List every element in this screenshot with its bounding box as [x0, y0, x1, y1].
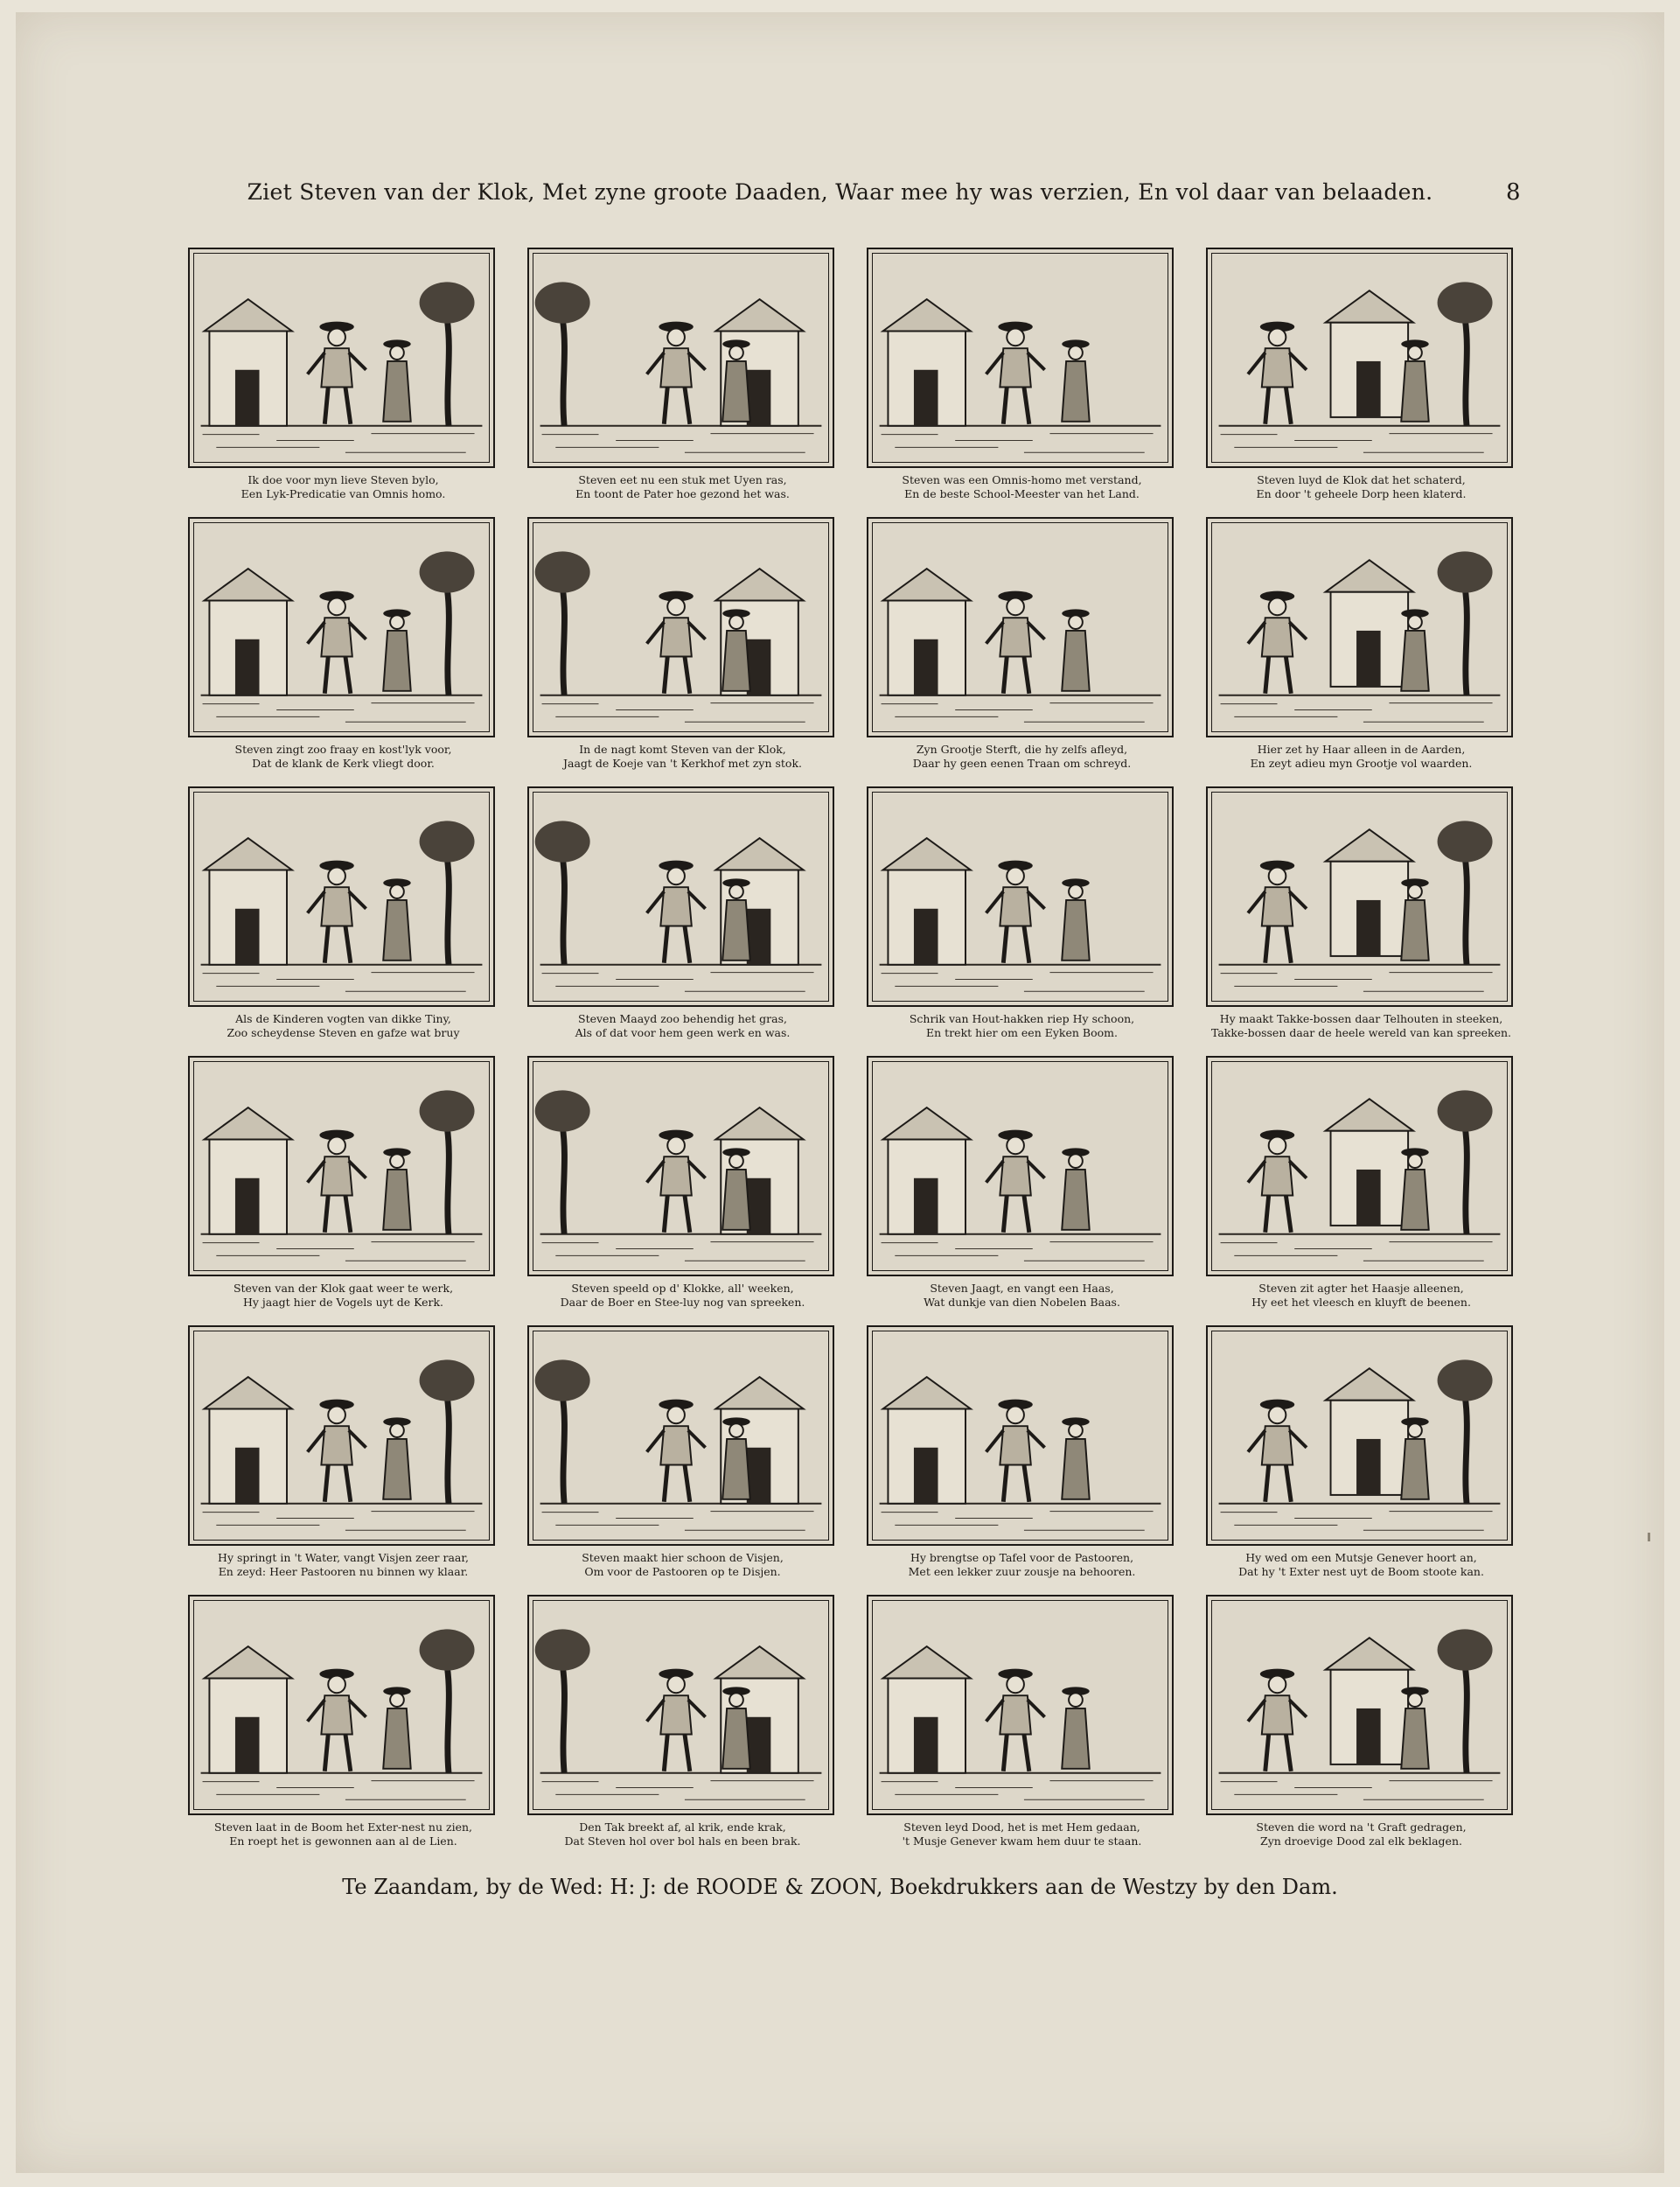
- woodcut-illustration: [527, 1325, 834, 1546]
- woodcut-illustration: [188, 517, 495, 737]
- caption-line-2: Met een lekker zuur zousje na behooren.: [908, 1565, 1136, 1578]
- woodcut-illustration: [188, 248, 495, 468]
- caption-line-2: Daar hy geen eenen Traan om schreyd.: [912, 757, 1132, 770]
- caption-line-1: Steven luyd de Klok dat het schaterd,: [1257, 473, 1466, 486]
- page-number: 8: [1506, 179, 1521, 206]
- caption-line-1: Steven Maayd zoo behendig het gras,: [578, 1012, 787, 1025]
- woodcut-panel: [527, 517, 838, 786]
- woodcut-panel: [1206, 248, 1516, 517]
- caption-line-1: Zyn Grootje Sterft, die hy zelfs afleyd,: [916, 743, 1128, 756]
- woodcut-panel: [527, 786, 838, 1056]
- woodcut-illustration: [527, 517, 834, 737]
- page-title: Ziet Steven van der Klok, Met zyne groote Daaden, Waar mee hy was verzien, En vol daar van belaaden.: [247, 179, 1433, 205]
- panel-caption: [188, 1551, 498, 1579]
- caption-line-2: Zoo scheydense Steven en gafze wat bruy: [227, 1026, 460, 1039]
- woodcut-panel: [867, 517, 1177, 786]
- caption-line-1: Steven laat in de Boom het Exter-nest nu zien,: [213, 1820, 472, 1834]
- caption-line-2: Jaagt de Koeje van 't Kerkhof met zyn stok.: [563, 757, 802, 770]
- caption-line-1: Steven speeld op d' Klokke, all' weeken,: [571, 1282, 794, 1295]
- woodcut-panel: [527, 1595, 838, 1864]
- caption-line-2: En roept het is gewonnen aan al de Lien.: [229, 1834, 457, 1848]
- panel-caption: [1206, 473, 1516, 501]
- caption-line-2: Dat de klank de Kerk vliegt door.: [252, 757, 435, 770]
- woodcut-illustration: [867, 248, 1174, 468]
- caption-line-2: Als of dat voor hem geen werk en was.: [575, 1026, 791, 1039]
- caption-line-2: Dat hy 't Exter nest uyt de Boom stoote kan.: [1238, 1565, 1484, 1578]
- woodcut-panel: [527, 1325, 838, 1595]
- caption-line-2: Een Lyk-Predicatie van Omnis homo.: [240, 487, 446, 500]
- panel-caption: [188, 1282, 498, 1310]
- woodcut-illustration: [188, 786, 495, 1007]
- woodcut-panel: [527, 248, 838, 517]
- caption-line-1: Den Tak breekt af, al krik, ende krak,: [579, 1820, 786, 1834]
- woodcut-panel: [867, 1325, 1177, 1595]
- panel-caption: [1206, 1282, 1516, 1310]
- woodcut-panel: [527, 1056, 838, 1325]
- woodcut-illustration: [1206, 248, 1513, 468]
- woodcut-illustration: [867, 1595, 1174, 1815]
- woodcut-panel: [188, 248, 498, 517]
- panel-caption: [527, 473, 838, 501]
- woodcut-panel: [1206, 517, 1516, 786]
- woodcut-illustration: [867, 517, 1174, 737]
- woodcut-illustration: [1206, 1056, 1513, 1276]
- caption-line-1: Schrik van Hout-hakken riep Hy schoon,: [909, 1012, 1135, 1025]
- caption-line-1: Hy springt in 't Water, vangt Visjen zeer raar,: [218, 1551, 469, 1564]
- caption-line-1: Hier zet hy Haar alleen in de Aarden,: [1257, 743, 1466, 756]
- caption-line-1: Hy maakt Takke-bossen daar Telhouten in steeken,: [1219, 1012, 1503, 1025]
- woodcut-panel: [1206, 1325, 1516, 1595]
- caption-line-2: Wat dunkje van dien Nobelen Baas.: [924, 1296, 1120, 1309]
- panel-caption: [1206, 1820, 1516, 1848]
- caption-line-1: In de nagt komt Steven van der Klok,: [579, 743, 786, 756]
- panel-caption: [1206, 743, 1516, 771]
- caption-line-2: Om voor de Pastooren op te Disjen.: [584, 1565, 781, 1578]
- printer-imprint: Te Zaandam, by de Wed: H: J: de ROODE & ZOON, Boekdrukkers aan de Westzy by den Dam.: [342, 1875, 1338, 1899]
- woodcut-panel: [188, 786, 498, 1056]
- caption-line-1: Als de Kinderen vogten van dikke Tiny,: [235, 1012, 451, 1025]
- woodcut-panel: [867, 248, 1177, 517]
- panel-caption: [527, 1282, 838, 1310]
- caption-line-2: En door 't geheele Dorp heen klaterd.: [1256, 487, 1467, 500]
- panel-caption: [527, 1820, 838, 1848]
- woodcut-illustration: [1206, 786, 1513, 1007]
- caption-line-2: 't Musje Genever kwam hem duur te staan.: [902, 1834, 1142, 1848]
- panel-caption: [527, 743, 838, 771]
- caption-line-2: Takke-bossen daar de heele wereld van kan spreeken.: [1210, 1026, 1512, 1039]
- woodcut-illustration: [1206, 1325, 1513, 1546]
- woodcut-illustration: [1206, 517, 1513, 737]
- panel-caption: [1206, 1012, 1516, 1040]
- caption-line-1: Steven leyd Dood, het is met Hem gedaan,: [903, 1820, 1140, 1834]
- woodcut-panel: [188, 1325, 498, 1595]
- caption-line-2: En de beste School-Meester van het Land.: [904, 487, 1140, 500]
- caption-line-1: Steven die word na 't Graft gedragen,: [1256, 1820, 1467, 1834]
- caption-line-1: Steven eet nu een stuk met Uyen ras,: [578, 473, 787, 486]
- woodcut-illustration: [527, 1595, 834, 1815]
- panel-caption: [188, 1012, 498, 1040]
- woodcut-panel: [1206, 1056, 1516, 1325]
- paper-mark: [1648, 1533, 1650, 1541]
- woodcut-illustration: [867, 1056, 1174, 1276]
- caption-line-2: En trekt hier om een Eyken Boom.: [926, 1026, 1118, 1039]
- woodcut-panel: [1206, 786, 1516, 1056]
- caption-line-1: Steven zit agter het Haasje alleenen,: [1258, 1282, 1464, 1295]
- woodcut-panel: [867, 1056, 1177, 1325]
- panel-caption: [188, 743, 498, 771]
- caption-line-2: En zeyd: Heer Pastooren nu binnen wy klaar.: [218, 1565, 469, 1578]
- woodcut-panel: [1206, 1595, 1516, 1864]
- woodcut-illustration: [188, 1056, 495, 1276]
- panel-caption: [867, 743, 1177, 771]
- panel-caption: [527, 1551, 838, 1579]
- caption-line-1: Ik doe voor myn lieve Steven bylo,: [247, 473, 439, 486]
- caption-line-2: Zyn droevige Dood zal elk beklagen.: [1260, 1834, 1462, 1848]
- caption-line-1: Steven maakt hier schoon de Visjen,: [582, 1551, 784, 1564]
- panel-caption: [867, 1012, 1177, 1040]
- woodcut-grid: [188, 248, 1516, 1864]
- caption-line-2: Hy jaagt hier de Vogels uyt de Kerk.: [242, 1296, 444, 1309]
- woodcut-panel: [188, 1595, 498, 1864]
- woodcut-illustration: [188, 1325, 495, 1546]
- woodcut-illustration: [527, 1056, 834, 1276]
- woodcut-illustration: [867, 786, 1174, 1007]
- caption-line-2: En zeyt adieu myn Grootje vol waarden.: [1250, 757, 1473, 770]
- panel-caption: [867, 1551, 1177, 1579]
- caption-line-2: Dat Steven hol over bol hals en been brak.: [564, 1834, 801, 1848]
- caption-line-1: Steven van der Klok gaat weer te werk,: [233, 1282, 454, 1295]
- caption-line-2: En toont de Pater hoe gezond het was.: [575, 487, 790, 500]
- panel-caption: [527, 1012, 838, 1040]
- woodcut-illustration: [527, 786, 834, 1007]
- panel-caption: [867, 1820, 1177, 1848]
- panel-caption: [188, 473, 498, 501]
- caption-line-1: Hy wed om een Mutsje Genever hoort an,: [1245, 1551, 1477, 1564]
- caption-line-1: Hy brengtse op Tafel voor de Pastooren,: [910, 1551, 1134, 1564]
- woodcut-illustration: [867, 1325, 1174, 1546]
- panel-caption: [188, 1820, 498, 1848]
- panel-caption: [867, 473, 1177, 501]
- panel-caption: [867, 1282, 1177, 1310]
- caption-line-1: Steven was een Omnis-homo met verstand,: [902, 473, 1142, 486]
- panel-caption: [1206, 1551, 1516, 1579]
- woodcut-illustration: [527, 248, 834, 468]
- woodcut-panel: [867, 1595, 1177, 1864]
- caption-line-2: Daar de Boer en Stee-luy nog van spreeken.: [560, 1296, 805, 1309]
- caption-line-1: Steven Jaagt, en vangt een Haas,: [930, 1282, 1114, 1295]
- woodcut-panel: [188, 517, 498, 786]
- woodcut-panel: [188, 1056, 498, 1325]
- woodcut-illustration: [1206, 1595, 1513, 1815]
- caption-line-2: Hy eet het vleesch en kluyft de beenen.: [1251, 1296, 1471, 1309]
- woodcut-panel: [867, 786, 1177, 1056]
- woodcut-illustration: [188, 1595, 495, 1815]
- caption-line-1: Steven zingt zoo fraay en kost'lyk voor,: [234, 743, 452, 756]
